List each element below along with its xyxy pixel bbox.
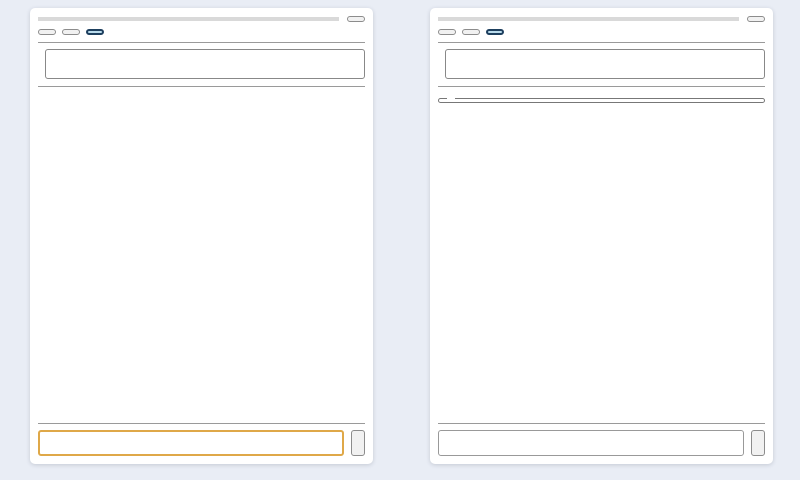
app-title	[38, 17, 339, 21]
session-toolbar	[38, 29, 365, 35]
system-prompt-input[interactable]	[45, 49, 365, 79]
chat-panel	[30, 8, 373, 464]
divider	[438, 423, 765, 424]
divider	[438, 86, 765, 87]
divider	[38, 42, 365, 43]
titlebar	[38, 16, 365, 22]
spacer	[38, 94, 365, 416]
query-row	[438, 430, 765, 456]
divider	[38, 423, 365, 424]
submit-button[interactable]	[351, 430, 365, 456]
settings-list	[438, 93, 765, 109]
system-prompt-input[interactable]	[445, 49, 765, 79]
divider	[38, 86, 365, 87]
app-title	[438, 17, 739, 21]
settings-button[interactable]	[747, 16, 765, 22]
query-input[interactable]	[438, 430, 744, 456]
session-default-button[interactable]	[462, 29, 480, 35]
system-prompt-row	[438, 49, 765, 79]
new-chat-button[interactable]	[38, 29, 56, 35]
session-other-button[interactable]	[486, 29, 504, 35]
api-request-options-group	[438, 98, 765, 103]
settings-button[interactable]	[347, 16, 365, 22]
query-input[interactable]	[38, 430, 344, 456]
system-prompt-row	[38, 49, 365, 79]
submit-button[interactable]	[751, 430, 765, 456]
session-default-button[interactable]	[62, 29, 80, 35]
spacer	[438, 109, 765, 416]
new-chat-button[interactable]	[438, 29, 456, 35]
settings-panel	[430, 8, 773, 464]
query-row	[38, 430, 365, 456]
titlebar	[438, 16, 765, 22]
session-other-button[interactable]	[86, 29, 104, 35]
divider	[438, 42, 765, 43]
session-toolbar	[438, 29, 765, 35]
